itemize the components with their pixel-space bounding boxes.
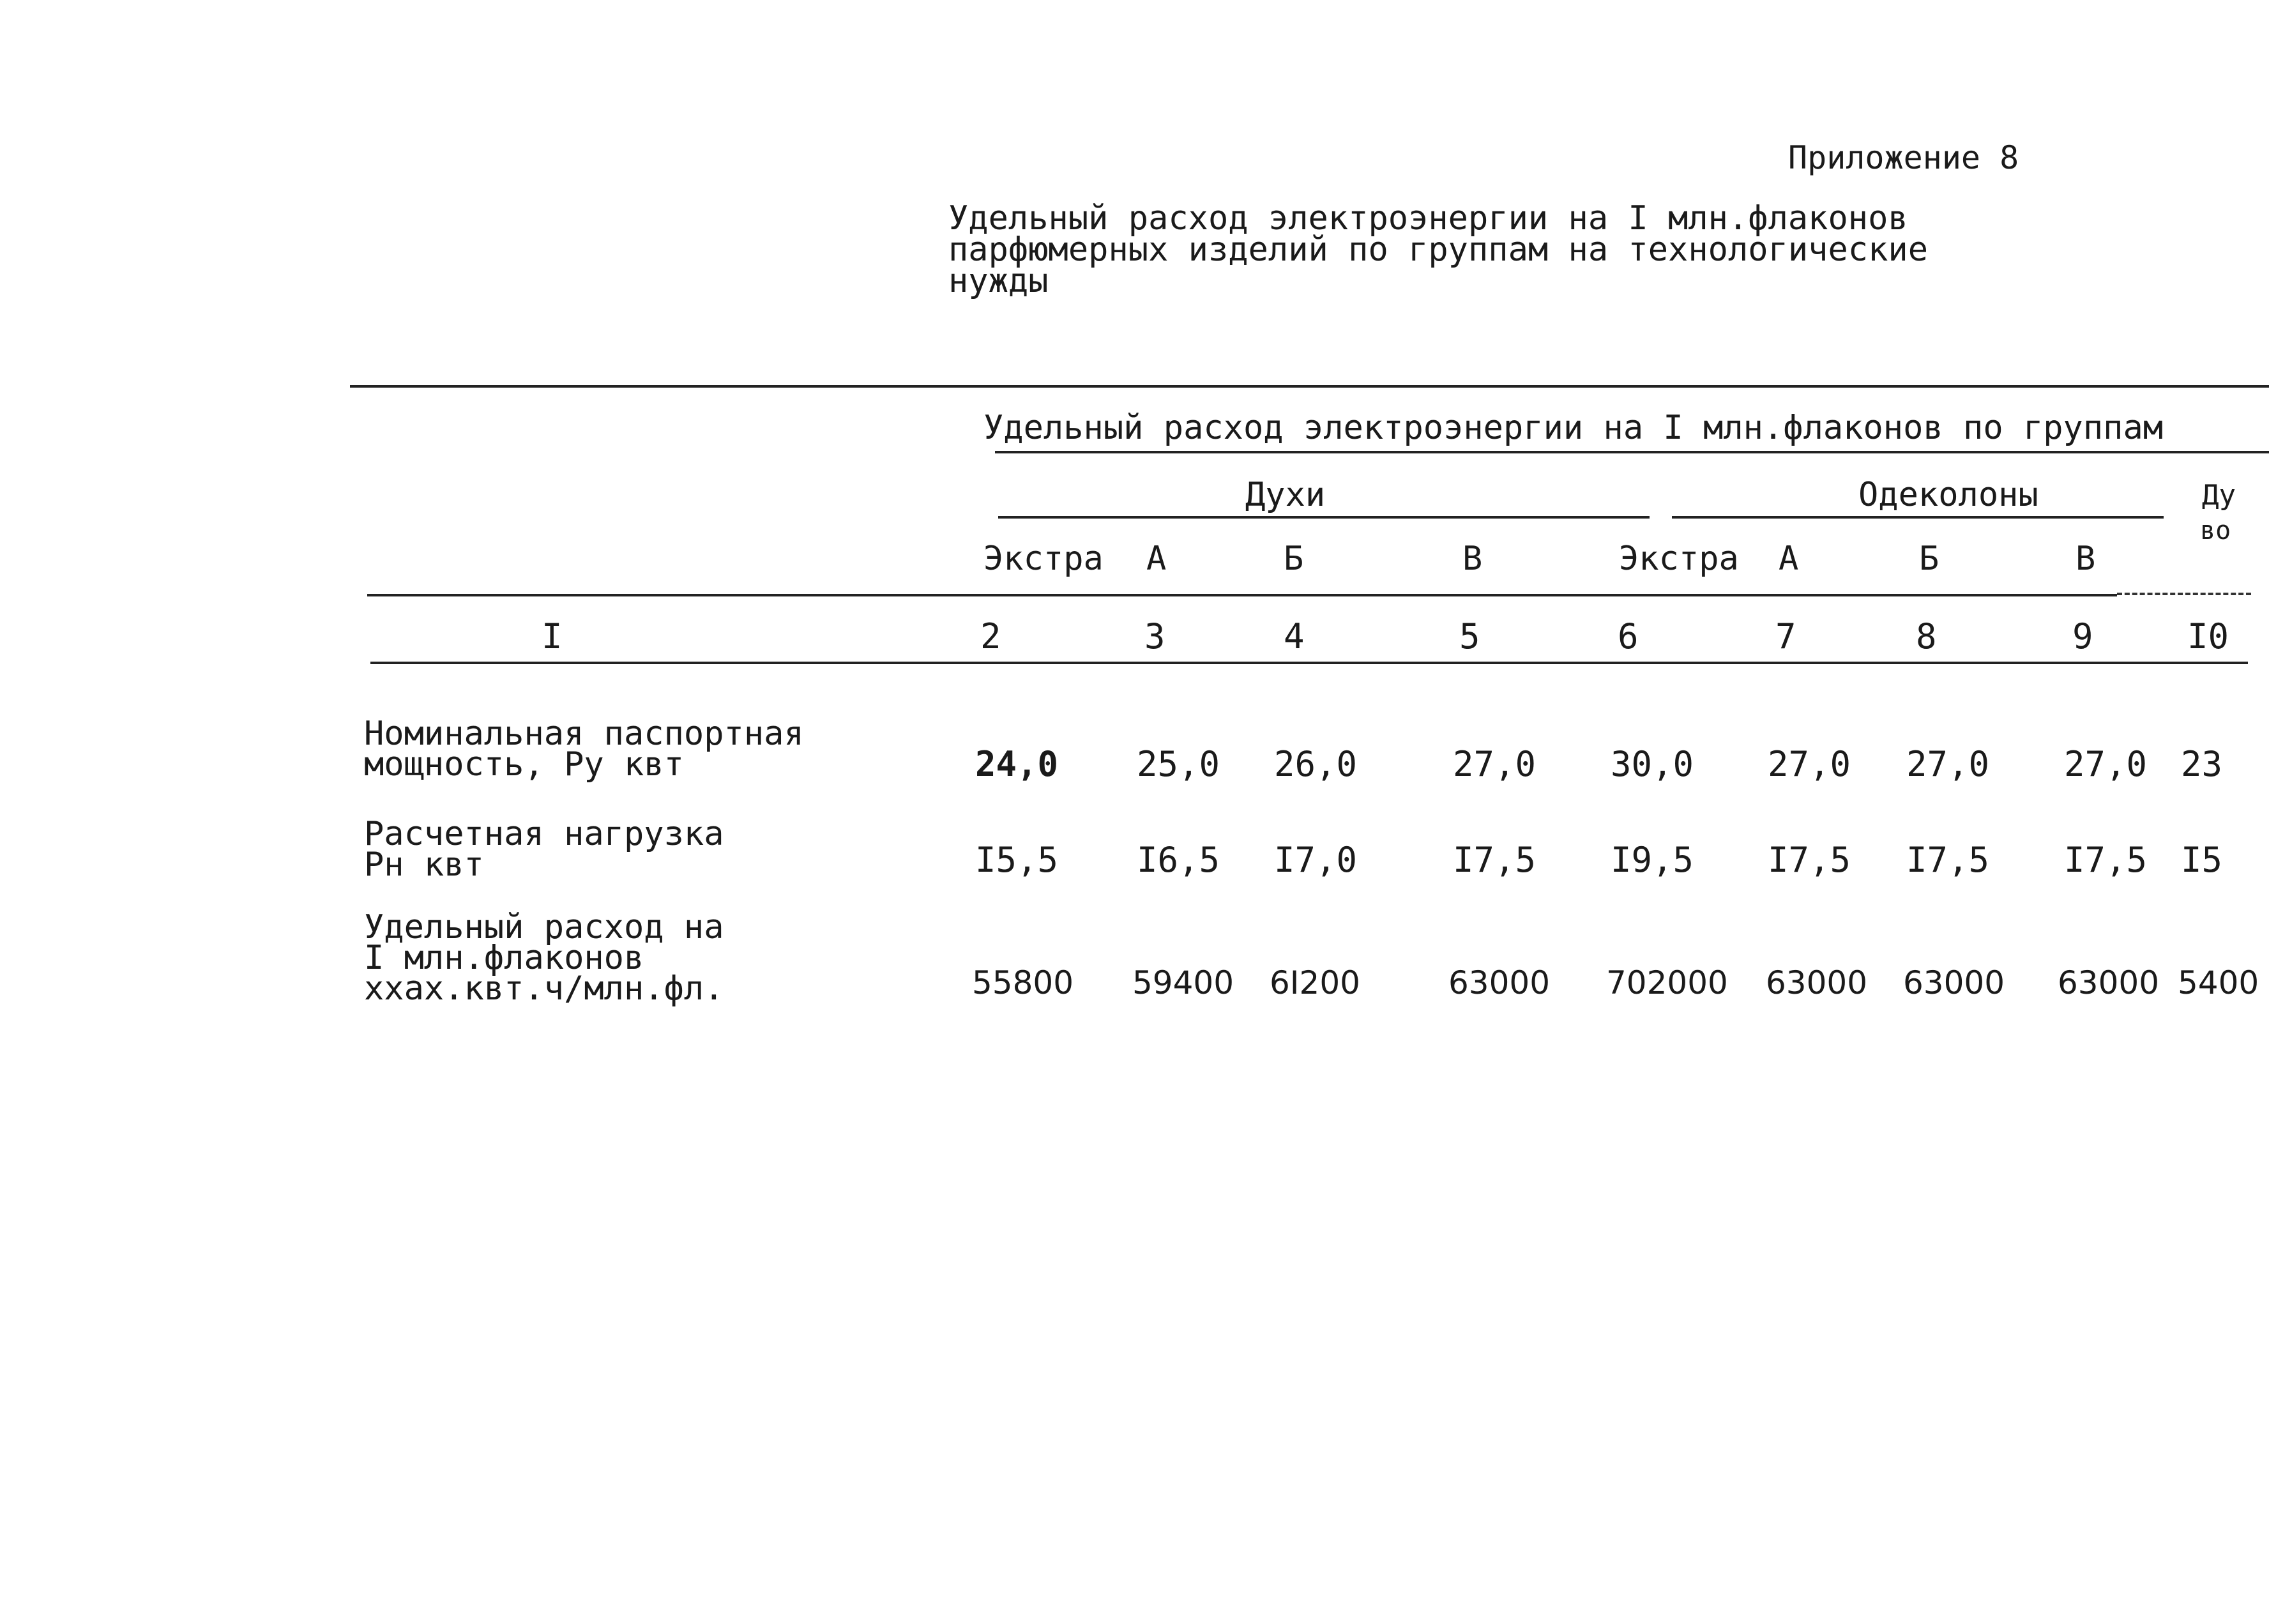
table-cell: I6,5 <box>1137 840 1220 880</box>
table-top-rule <box>350 385 2269 388</box>
column-number: I <box>542 616 563 656</box>
subgroup-partial-top: Ду <box>2202 479 2236 512</box>
row-label-specific-consumption <box>364 908 724 1008</box>
grade-cell: Экстра <box>1619 540 1739 578</box>
table-cell: 24,0 <box>975 744 1059 784</box>
row-label-nominal-power <box>364 715 804 784</box>
subgroup-odekolony: Одеколоны <box>1858 476 2038 514</box>
table-cell: 63000 <box>1448 964 1551 1001</box>
odekolony-rule <box>1672 516 2164 519</box>
table-cell: 55800 <box>972 964 1074 1001</box>
document-title <box>948 199 1929 300</box>
row-label-line: Рн квт <box>364 846 484 884</box>
group-header-rule <box>995 451 2269 453</box>
column-number: 3 <box>1144 616 1165 656</box>
column-number: 4 <box>1284 616 1305 656</box>
table-cell: 63000 <box>1903 964 2005 1001</box>
grade-cell: Б <box>1919 540 1939 578</box>
grade-cell: Экстра <box>983 540 1104 578</box>
column-number: 8 <box>1916 616 1937 656</box>
column-number: 7 <box>1775 616 1796 656</box>
title-line-2: парфюмерных изделий по группам на технологические <box>948 231 1929 269</box>
table-cell: 702000 <box>1606 964 1728 1001</box>
table-cell: 27,0 <box>1906 744 1990 784</box>
dukhi-rule <box>998 516 1650 519</box>
table-cell: 30,0 <box>1611 744 1694 784</box>
grades-bottom-rule <box>367 594 2117 596</box>
column-number: 6 <box>1618 616 1639 656</box>
table-cell: 27,0 <box>1453 744 1537 784</box>
row-label-line: I млн.флаконов <box>364 939 644 977</box>
col-numbers-bottom-rule <box>370 662 2248 664</box>
row-label-line: Расчетная нагрузка <box>364 815 724 853</box>
grade-cell: Б <box>1284 540 1304 578</box>
column-number: 2 <box>980 616 1001 656</box>
table-cell: I7,5 <box>1453 840 1537 880</box>
column-number: I0 <box>2187 616 2229 656</box>
table-cell: 27,0 <box>1768 744 1851 784</box>
title-line-3: нужды <box>948 262 1049 300</box>
grade-cell: А <box>1779 540 1799 578</box>
subgroup-partial-bottom: во <box>2200 516 2231 545</box>
row-label-line: мощность, Ру квт <box>364 745 684 784</box>
row-label-line: Удельный расход на <box>364 908 724 946</box>
table-cell: I9,5 <box>1611 840 1694 880</box>
row-label-calc-load <box>364 815 724 884</box>
table-cell: 63000 <box>1766 964 1868 1001</box>
grade-cell: В <box>1462 540 1483 578</box>
subgroup-dukhi: Духи <box>1245 476 1326 514</box>
column-number: 9 <box>2072 616 2093 656</box>
table-cell: 25,0 <box>1137 744 1220 784</box>
column-number: 5 <box>1459 616 1480 656</box>
appendix-label: Приложение 8 <box>1788 139 2019 176</box>
table-cell: 59400 <box>1132 964 1234 1001</box>
table-cell: I7,5 <box>1906 840 1990 880</box>
table-cell: 6I200 <box>1270 964 1360 1001</box>
table-cell: I7,5 <box>1768 840 1851 880</box>
last-col-dashed-rule <box>2117 593 2251 595</box>
table-cell: I7,5 <box>2064 840 2148 880</box>
table-cell: 5400 <box>2178 964 2259 1001</box>
grade-cell: В <box>2075 540 2096 578</box>
grade-cell: А <box>1146 540 1167 578</box>
row-label-line: ххах.квт.ч/млн.фл. <box>364 969 724 1008</box>
table-cell: I5 <box>2181 840 2223 880</box>
table-cell: I5,5 <box>975 840 1059 880</box>
table-cell: 26,0 <box>1274 744 1358 784</box>
group-header: Удельный расход электроэнергии на I млн.флаконов по группам <box>983 409 2164 447</box>
row-label-line: Номинальная паспортная <box>364 715 804 753</box>
table-cell: 27,0 <box>2064 744 2148 784</box>
table-cell: I7,0 <box>1274 840 1358 880</box>
title-line-1: Удельный расход электроэнергии на I млн.флаконов <box>948 199 1908 238</box>
table-cell: 63000 <box>2058 964 2160 1001</box>
table-cell: 23 <box>2181 744 2223 784</box>
